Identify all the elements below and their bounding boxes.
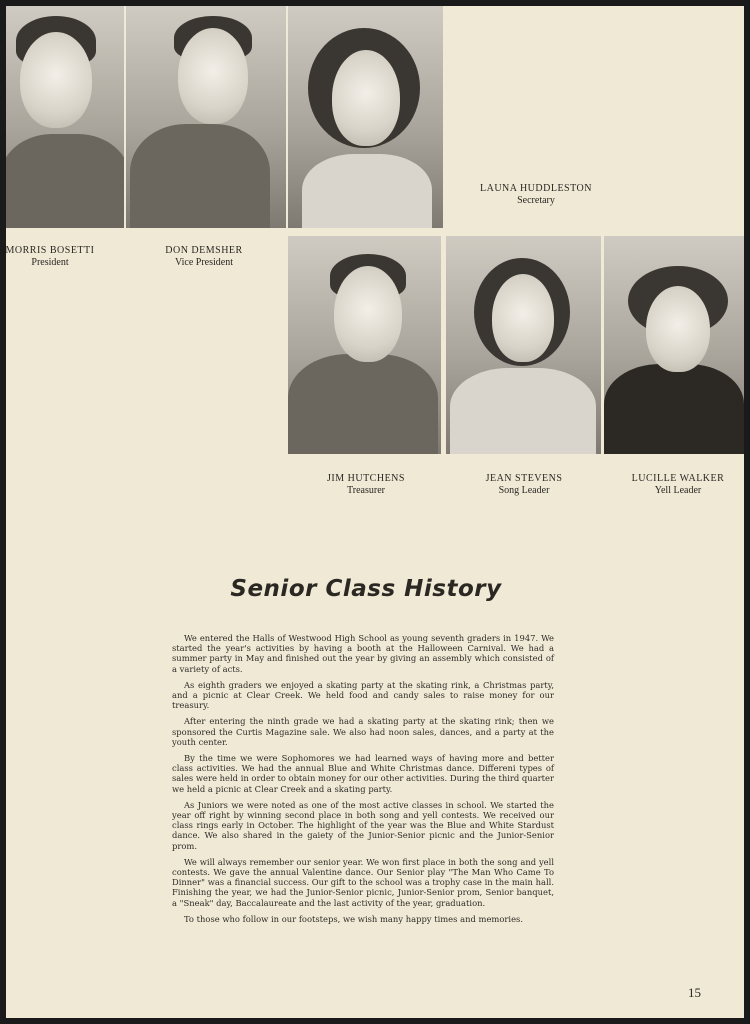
photo-lucille-walker [604, 236, 744, 454]
caption-jean-stevens [464, 473, 584, 497]
officer-name: JEAN STEVENS [485, 473, 563, 484]
officer-name: LAUNA HUDDLESTON [480, 183, 592, 194]
history-text [172, 633, 554, 930]
officer-role: Vice President [175, 257, 233, 268]
officer-role: Treasurer [347, 485, 385, 496]
yearbook-page [6, 6, 744, 1018]
history-paragraph: We entered the Halls of Westwood High School as young seventh graders in 1947. We started the year's activities by having a booth at the Halloween Carnival. We had a summer party in May and finished out the year by giving an assembly which consisted of a variety of acts. [172, 633, 554, 674]
history-paragraph: We will always remember our senior year. We won first place in both the song and yell contests. We gave the annual Valentine dance. Our Senior play "The Man Who Came To Dinner" was a financial success. Our gift to the school was a trophy case in the main hall. Finishing the year, we had the Junior-Senior picnic, Junior-Senior prom, Senior banquet, a "Sneak" day, Baccalaureate and the last activity of the year, graduation. [172, 856, 554, 908]
history-paragraph: By the time we were Sophomores we had learned ways of having more and better class activities. We had the annual Blue and White Christmas dance. Differeni types of sales were held in order to obtain money for our other activities. During the third quarter we held a picnic at Clear Creek and a skating party. [172, 753, 554, 794]
officer-name: JIM HUTCHENS [327, 473, 405, 484]
officer-name: MORRIS BOSETTI [6, 245, 95, 256]
history-paragraph: As Juniors we were noted as one of the most active classes in school. We started the year off right by winning second place in both song and yell contests. We received our class rings early in October. The highlight of the year was the Blue and White Stardust dance. We also shared in the gaiety of the Junior-Senior picnic and the Junior-Senior prom. [172, 799, 554, 851]
photo-launa-huddleston [288, 6, 443, 228]
caption-don-demsher [144, 245, 264, 269]
caption-lucille-walker [618, 473, 738, 497]
officer-role: President [31, 257, 69, 268]
caption-jim-hutchens [306, 473, 426, 497]
caption-morris-bosetti [6, 245, 100, 269]
officer-name: DON DEMSHER [165, 245, 243, 256]
officer-role: Song Leader [498, 485, 550, 496]
photo-morris-bosetti [6, 6, 124, 228]
history-paragraph: To those who follow in our footsteps, we wish many happy times and memories. [184, 913, 523, 924]
photo-jean-stevens [446, 236, 601, 454]
officer-name: LUCILLE WALKER [631, 473, 725, 484]
officer-role: Yell Leader [654, 485, 702, 496]
caption-launa-huddleston [466, 183, 606, 207]
history-paragraph: As eighth graders we enjoyed a skating party at the skating rink, a Christmas party, and a picnic at Clear Creek. We held food and candy sales to raise money for our treasury. [172, 679, 554, 711]
officer-role: Secretary [517, 195, 555, 206]
photo-don-demsher [126, 6, 286, 228]
page-number: 15 [688, 985, 701, 1000]
page-title: Senior Class History [230, 576, 502, 602]
photo-jim-hutchens [288, 236, 441, 454]
history-paragraph: After entering the ninth grade we had a skating party at the skating rink; then we sponsored the Curtis Magazine sale. We also had noon sales, dances, and a party at the youth center. [172, 716, 554, 747]
